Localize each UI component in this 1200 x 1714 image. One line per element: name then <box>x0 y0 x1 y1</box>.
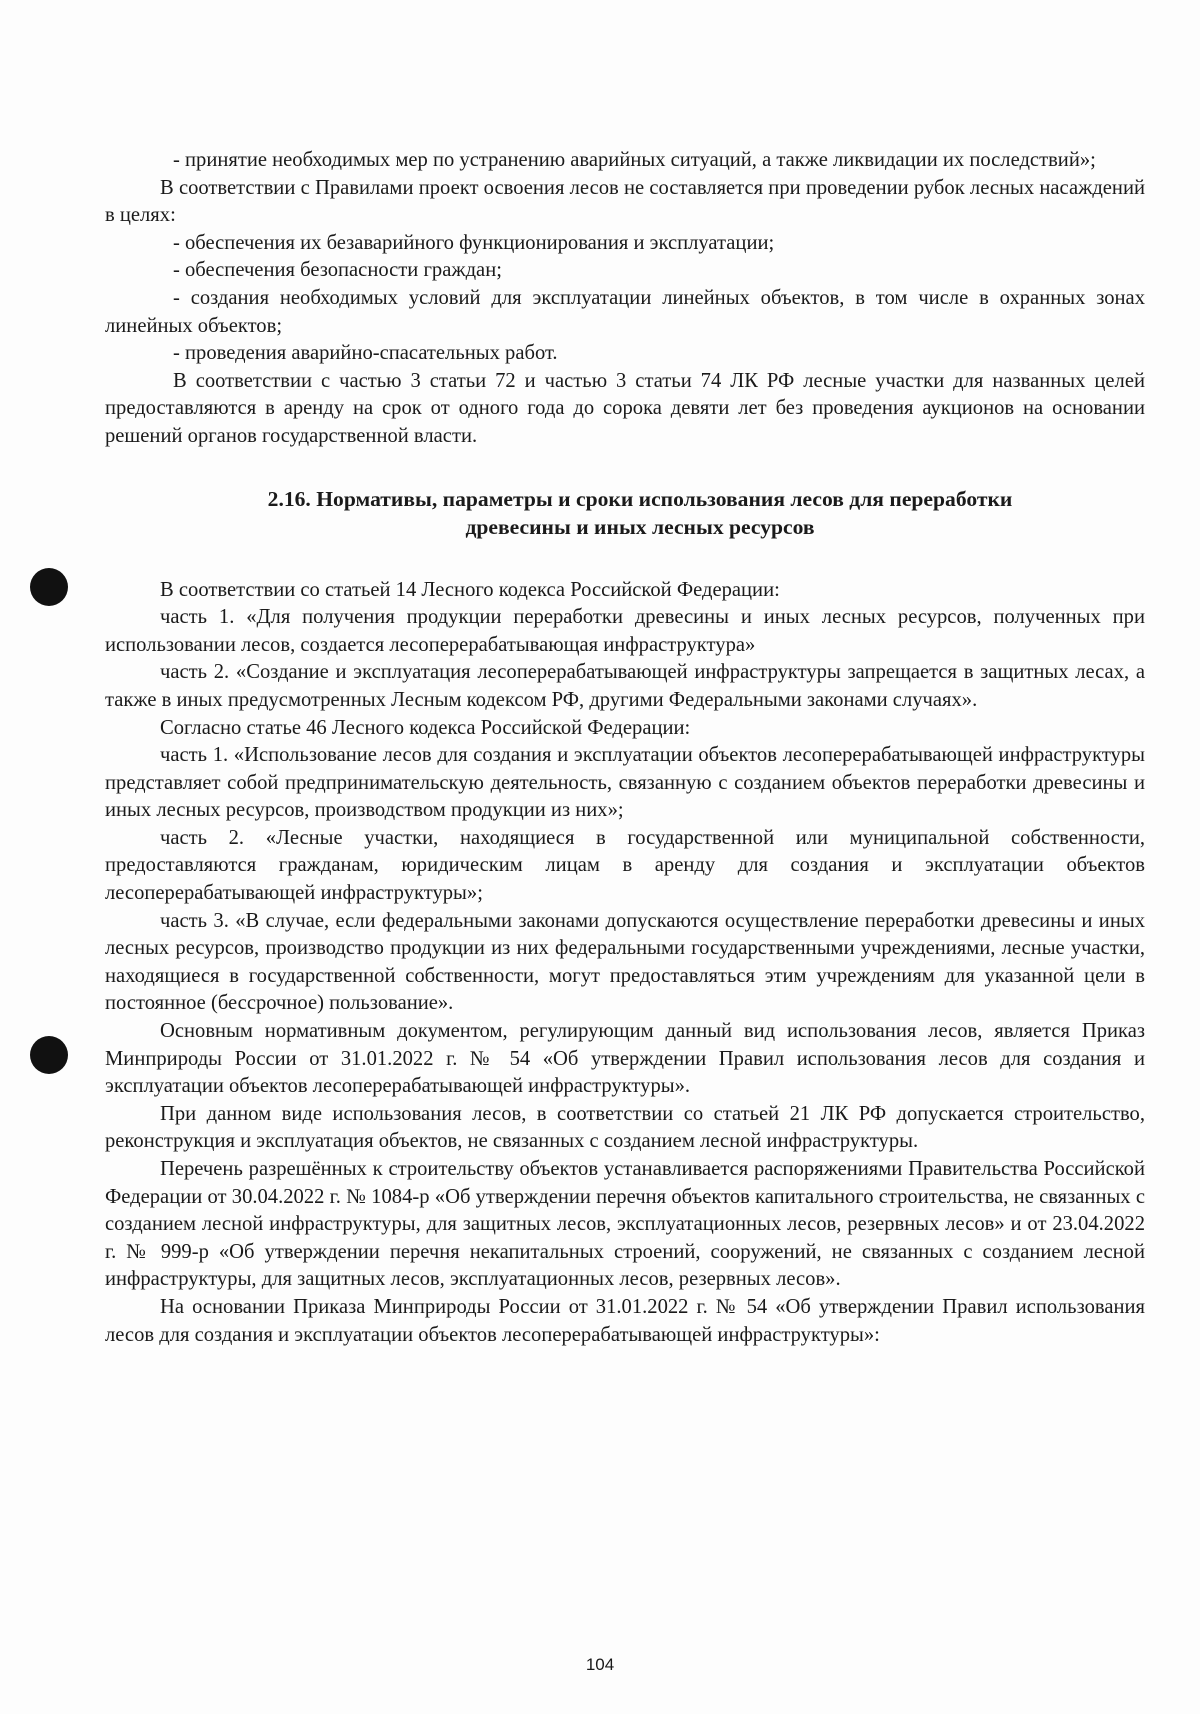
paragraph: часть 1. «Для получения продукции переработки древесины и иных лесных ресурсов, полученных при использовании лесов, создается лесоперерабатывающая инфраструктура» <box>105 606 1145 656</box>
paragraph: Основным нормативным документом, регулирующим данный вид использования лесов, является Приказ Минприроды России от 31.01.2022 г. № 54 «Об утверждении Правил использования лесов для создания и эксплуатации объектов лесоперерабатывающей инфраструктуры». <box>105 1020 1145 1098</box>
paragraph: На основании Приказа Минприроды России от 31.01.2022 г. № 54 «Об утверждении Правил использования лесов для создания и эксплуатации объектов лесоперерабатывающей инфраструктуры»: <box>105 1295 1145 1346</box>
paragraph: Согласно статье 46 Лесного кодекса Российской Федерации: <box>160 716 691 739</box>
punch-hole-mark <box>30 1036 68 1074</box>
page-content <box>105 147 1145 1349</box>
list-item: - обеспечения безопасности граждан; <box>173 259 502 282</box>
paragraph: часть 2. «Лесные участки, находящиеся в государственной или муниципальной собственности, предоставляются гражданам, юридическим лицам в аренду для создания и эксплуатации объектов лесоперерабатывающей инфраструктуры»; <box>105 826 1145 905</box>
list-item: - обеспечения их безаварийного функционирования и эксплуатации; <box>173 231 775 254</box>
punch-hole-mark <box>30 568 68 606</box>
page-number: 104 <box>585 1655 615 1674</box>
section-heading-line-2: древесины и иных лесных ресурсов <box>465 514 815 539</box>
paragraph: часть 2. «Создание и эксплуатация лесоперерабатывающей инфраструктуры запрещается в защитных лесах, а также в иных предусмотренных Лесным кодексом РФ, другими Федеральными законами случаях». <box>105 661 1145 711</box>
paragraph: часть 1. «Использование лесов для создания и эксплуатации объектов лесоперерабатывающей инфраструктуры представляет собой предпринимательскую деятельность, связанную с созданием объектов переработки древесины и иных лесных ресурсов, производством продукции из них»; <box>105 744 1145 822</box>
paragraph: - принятие необходимых мер по устранению аварийных ситуаций, а также ликвидации их последствий»; <box>173 149 1096 171</box>
list-item: - проведения аварийно-спасательных работ. <box>173 342 558 365</box>
section-heading <box>105 485 1145 541</box>
paragraph: Перечень разрешённых к строительству объектов устанавливается распоряжениями Правительства Российской Федерации от 30.04.2022 г. № 1084-р «Об утверждении перечня объектов капитального строительства, не связанных с созданием лесной инфраструктуры, для защитных лесов, эксплуатационных лесов, резервных лесов» и от 23.04.2022 г. № 999-р «Об утверждении перечня некапитальных строений, сооружений, не связанных с созданием лесной инфраструктуры, для защитных лесов, эксплуатационных лесов, резервных лесов». <box>105 1158 1145 1291</box>
paragraph: В соответствии с Правилами проект освоения лесов не составляется при проведении рубок лесных насаждений в целях: <box>105 176 1145 227</box>
section-heading-line-1: 2.16. Нормативы, параметры и сроки использования лесов для переработки <box>267 486 1013 511</box>
paragraph: часть 3. «В случае, если федеральными законами допускаются осуществление переработки древесины и иных лесных ресурсов, производство продукции из них федеральными государственными учреждениями, лесные участки, находящиеся в государственной собственности, могут предоставляться этим учреждениям для указанной цели в постоянное (бессрочное) пользование». <box>105 909 1145 1015</box>
paragraph: В соответствии с частью 3 статьи 72 и частью 3 статьи 74 ЛК РФ лесные участки для названных целей предоставляются в аренду на срок от одного года до сорока девяти лет без проведения аукционов на основании решений органов государственной власти. <box>105 369 1145 447</box>
list-item: - создания необходимых условий для эксплуатации линейных объектов, в том числе в охранных зонах линейных объектов; <box>105 286 1145 337</box>
paragraph: При данном виде использования лесов, в соответствии со статьей 21 ЛК РФ допускается строительство, реконструкция и эксплуатация объектов, не связанных с созданием лесной инфраструктуры. <box>105 1102 1145 1153</box>
paragraph: В соответствии со статьей 14 Лесного кодекса Российской Федерации: <box>160 578 780 601</box>
